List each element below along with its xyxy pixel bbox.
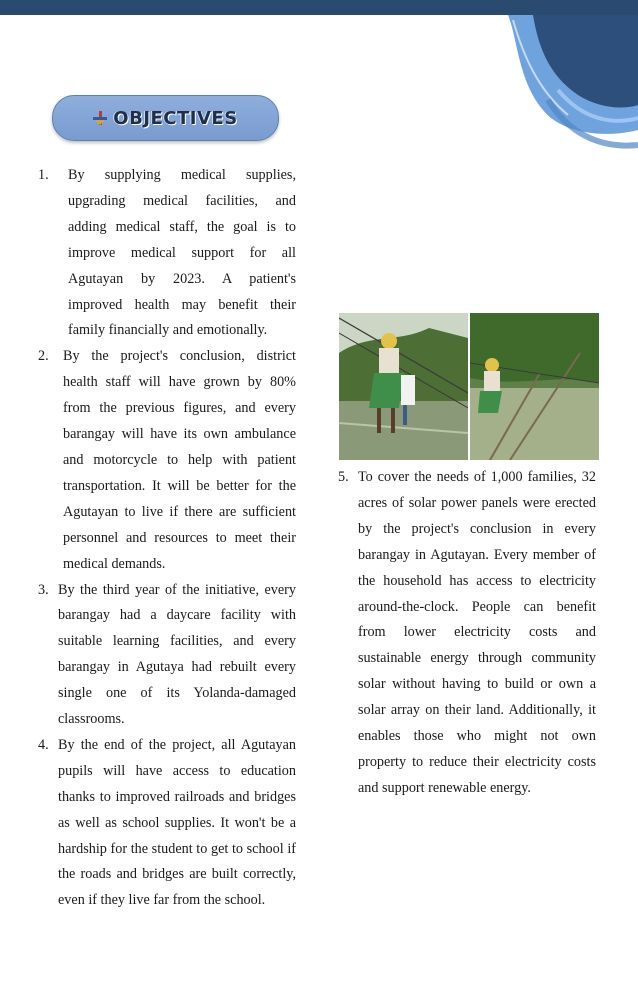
objective-text: By the third year of the initiative, every barangay had a daycare facility with suitable learning facilities, and every barangay in Agutaya had rebuilt every single one of its Yolanda-damaged classrooms. <box>58 581 296 728</box>
objective-item-3 <box>38 578 296 733</box>
objective-item-4 <box>38 733 296 914</box>
objective-text: By the project's conclusion, district health staff will have grown by 80% from the previous figures, and every barangay will have its own ambulance and motorcycle to help with patient transportation. It will be better for the Agutayan to live if there are sufficient personnel and resources to meet their medical demands. <box>63 348 296 572</box>
objective-number: 3. <box>38 581 49 598</box>
objective-number: 2. <box>38 348 49 365</box>
objectives-heading <box>52 95 279 141</box>
river-crossing-photo-1 <box>339 313 468 460</box>
objective-number: 1. <box>38 167 49 183</box>
bullet-arrow-icon <box>93 111 107 125</box>
photo-strip <box>339 313 599 460</box>
objective-text: To cover the needs of 1,000 families, 32 acres of solar power panels were erected by the project's conclusion in every barangay in Agutayan. Every member of the household has access to electricity around-the-clock. People can benefit from lower electricity costs and sustainable energy through community solar without having to build or own a solar array on their land. Additionally, it enables those who might not own property to reduce their electricity costs and support renewable energy. <box>358 469 596 796</box>
objective-number: 5. <box>338 469 349 485</box>
objectives-list-left <box>38 163 296 914</box>
objective-item-1 <box>38 163 296 344</box>
objectives-title: OBJECTIVES <box>113 107 238 129</box>
brush-stroke-decoration <box>498 0 638 150</box>
objective-item-5 <box>338 465 596 802</box>
objectives-list-right <box>338 465 596 802</box>
objective-text: By supplying medical supplies, upgrading medical facilities, and adding medical staff, the goal is to improve medical support for all Agutayan by 2023. A patient's improved health may benefit their family financially and emotionally. <box>68 167 296 339</box>
objective-text: By the end of the project, all Agutayan pupils will have access to education thanks to improved railroads and bridges as well as school supplies. It won't be a hardship for the student to get to school if the roads and bridges are built correctly, even if they live far from the school. <box>58 736 296 909</box>
river-crossing-photo-2 <box>470 313 599 460</box>
objective-item-2 <box>38 344 296 577</box>
objective-number: 4. <box>38 736 49 753</box>
